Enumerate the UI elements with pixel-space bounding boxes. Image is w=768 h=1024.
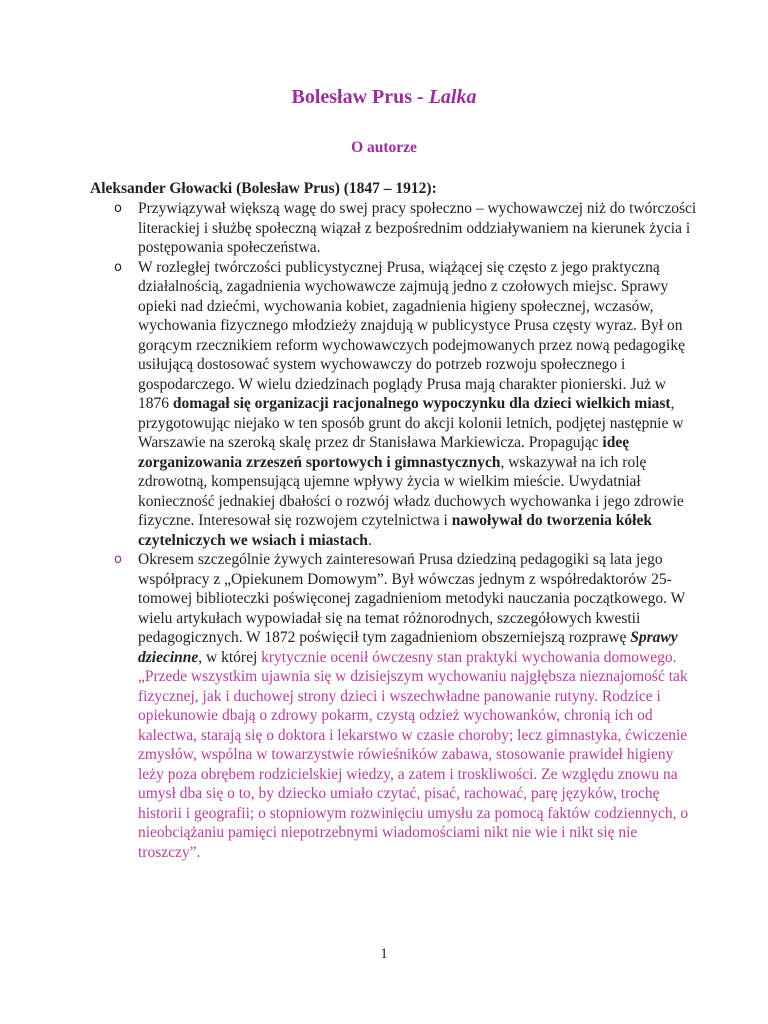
item-text: W rozległej twórczości publicystycznej Prusa, wiążącej się często z jego praktyczną działalnością, zagadnienia wychowawcze zajmują jedno z czołowych miejsc. Sprawy opieki nad dziećmi, wychowania kobiet, zagadnienia higieny społecznej, wczasów, wychowania fizycznego młodzieży znajdują w publicystyce Prusa częsty wyraz. Był on gorącym rzecznikiem reform wychowawczych podejmowanych przez nową pedagogikę usiłującą dostosować system wychowawczy do potrzeb rozwoju społecznego i gospodarczego. W wielu dziedzinach poglądy Prusa mają charakter pionierski. Już w 1876 <box>138 258 685 412</box>
title-work: Lalka <box>428 86 477 108</box>
item-bold-text: nawoływał do tworzenia kółek czytelniczych we wsiach i miastach <box>138 512 652 549</box>
item-bold-text: domagał się organizacji racjonalnego wypoczynku dla dzieci wielkich miast <box>172 395 671 412</box>
item-text: , wskazywał na ich rolę zdrowotną, kompensującą ujemne wpływy życia w wielkim mieście. Uwydatniał konieczność jednakiej dbałości o rozwój władz duchowych wychowanka i jego zdrowie fizyczne. Interesował się rozwojem czytelnictwa i <box>138 453 684 529</box>
title-author: Bolesław Prus - <box>291 86 429 108</box>
list-item <box>90 199 700 258</box>
item-bold-text: ideę zorganizowania zrzeszeń sportowych i gimnastycznych <box>138 434 630 471</box>
item-text: , w której <box>198 648 262 666</box>
list-item <box>90 258 700 551</box>
item-text: . <box>367 531 372 549</box>
list-item <box>90 550 700 862</box>
bullet-circle-icon: o <box>114 259 122 275</box>
book-title: Sprawy dziecinne <box>138 629 678 666</box>
document-title <box>0 86 768 109</box>
quote-text: krytycznie ocenił ówczesny stan praktyki wychowania domowego. „Przede wszystkim ujawnia się w dzisiejszym wychowaniu najgłębsza nieznajomość tak fizycznej, jak i duchowej strony dzieci i wszechwładne panowanie rutyny. Rodzice i opiekunowie dbają o zdrowy pokarm, czystą odzież wychowanków, chronią ich od kalectwa, starają się o doktora i lekarstwo w czasie choroby; lecz gimnastyka, ćwiczenie zmysłów, wspólna w towarzystwie rówieśników zabawa, stosowanie prawideł higieny leży poza obrębem rodzicielskiej wiedzy, a zatem i troskliwości. Ze względu znowu na umysł dba się o to, by dziecko umiało czytać, pisać, rachować, parę języków, trochę historii i geografii; o stopniowym rozwinięciu umysłu za pomocą faktów codziennych, o nieobciążaniu pamięci niepotrzebnymi wiadomościami nikt nie wie i nikt się nie troszczy”. <box>138 648 689 861</box>
bullet-circle-icon: o <box>114 552 122 567</box>
item-text: Okresem szczególnie żywych zainteresowań Prusa dziedziną pedagogiki są lata jego współpracy z „Opiekunem Domowym”. Był wówczas jednym z współredaktorów 25-tomowej biblioteczki poświęconej zagadnieniom metodyki nauczania początkowego. W wielu artykułach wypowiadał się na temat różnorodnych, szczegółowych kwestii pedagogicznych. W 1872 poświęcił tym zagadnieniom obszerniejszą rozprawę <box>138 551 685 646</box>
bullet-list <box>90 199 700 862</box>
item-text: Przywiązywał większą wagę do swej pracy społeczno – wychowawczej niż do twórczości literackiej i służbę społeczną wiązał z bezpośrednim oddziaływaniem na kierunek życia i postępowania społeczeństwa. <box>138 200 697 256</box>
author-heading: Aleksander Głowacki (Bolesław Prus) (1847 – 1912): <box>90 180 437 197</box>
bullet-circle-icon: o <box>114 201 122 216</box>
page-number: 1 <box>380 946 388 962</box>
item-text: , przygotowując niejako w ten sposób grunt do akcji kolonii letnich, podjętej następnie w Warszawie na szeroką skalę przez dr Stanisława Markiewicza. Propagując <box>138 395 684 451</box>
section-title: O autorze <box>351 139 417 156</box>
